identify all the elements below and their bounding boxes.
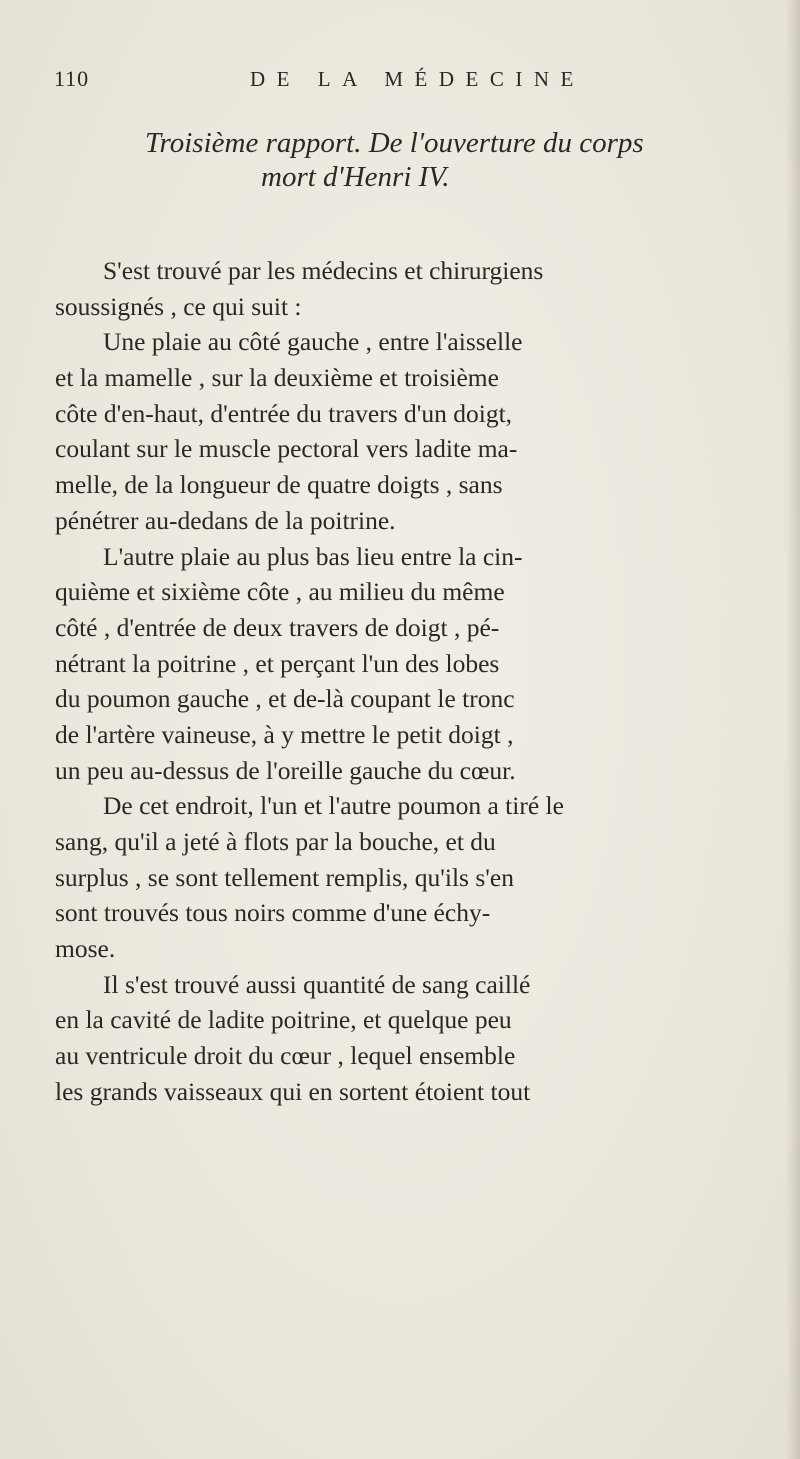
running-head	[40, 66, 760, 96]
text-line: L'autre plaie au plus bas lieu entre la cin-	[103, 541, 523, 571]
text-line: Une plaie au côté gauche , entre l'aisselle	[103, 327, 523, 357]
text-line: coulant sur le muscle pectoral vers ladite ma-	[55, 434, 518, 464]
running-head-title: DE LA MÉDECINE	[250, 67, 585, 91]
text-line: en la cavité de ladite poitrine, et quelque peu	[55, 1005, 512, 1035]
text-line: S'est trouvé par les médecins et chirurgiens	[103, 256, 544, 285]
text-line: un peu au-dessus de l'oreille gauche du cœur.	[55, 755, 516, 785]
page-edge-shadow	[786, 0, 800, 1459]
text-line: de l'artère vaineuse, à y mettre le petit doigt ,	[55, 719, 514, 749]
text-line: du poumon gauche , et de-là coupant le tronc	[55, 684, 515, 714]
text-line: soussignés , ce qui suit :	[55, 291, 302, 321]
text-line: De cet endroit, l'un et l'autre poumon a tiré le	[103, 791, 564, 821]
text-line: surplus , se sont tellement remplis, qu'ils s'en	[55, 862, 514, 892]
section-heading-line-2: mort d'Henri IV.	[261, 161, 450, 193]
text-line: nétrant la poitrine , et perçant l'un des lobes	[55, 648, 500, 678]
text-line: côté , d'entrée de deux travers de doigt , pé-	[55, 612, 500, 642]
text-line: mose.	[55, 934, 116, 964]
text-line: au ventricule droit du cœur , lequel ensemble	[55, 1041, 516, 1071]
text-line: melle, de la longueur de quatre doigts , sans	[55, 470, 503, 500]
section-heading-line-1: Troisième rapport. De l'ouverture du corps	[145, 127, 644, 159]
text-line: côte d'en-haut, d'entrée du travers d'un doigt,	[55, 398, 513, 428]
text-line: et la mamelle , sur la deuxième et troisième	[55, 363, 499, 393]
text-line: les grands vaisseaux qui en sortent étoient tout	[55, 1076, 531, 1106]
text-line: sont trouvés tous noirs comme d'une échy-	[55, 898, 491, 928]
text-line: pénétrer au-dedans de la poitrine.	[55, 505, 396, 535]
page-number: 110	[54, 66, 90, 91]
body-text	[55, 253, 770, 1110]
section-heading	[145, 126, 765, 194]
text-line: sang, qu'il a jeté à flots par la bouche, et du	[55, 827, 496, 856]
text-line: Il s'est trouvé aussi quantité de sang caillé	[103, 969, 531, 999]
text-line: quième et sixième côte , au milieu du même	[55, 577, 505, 607]
